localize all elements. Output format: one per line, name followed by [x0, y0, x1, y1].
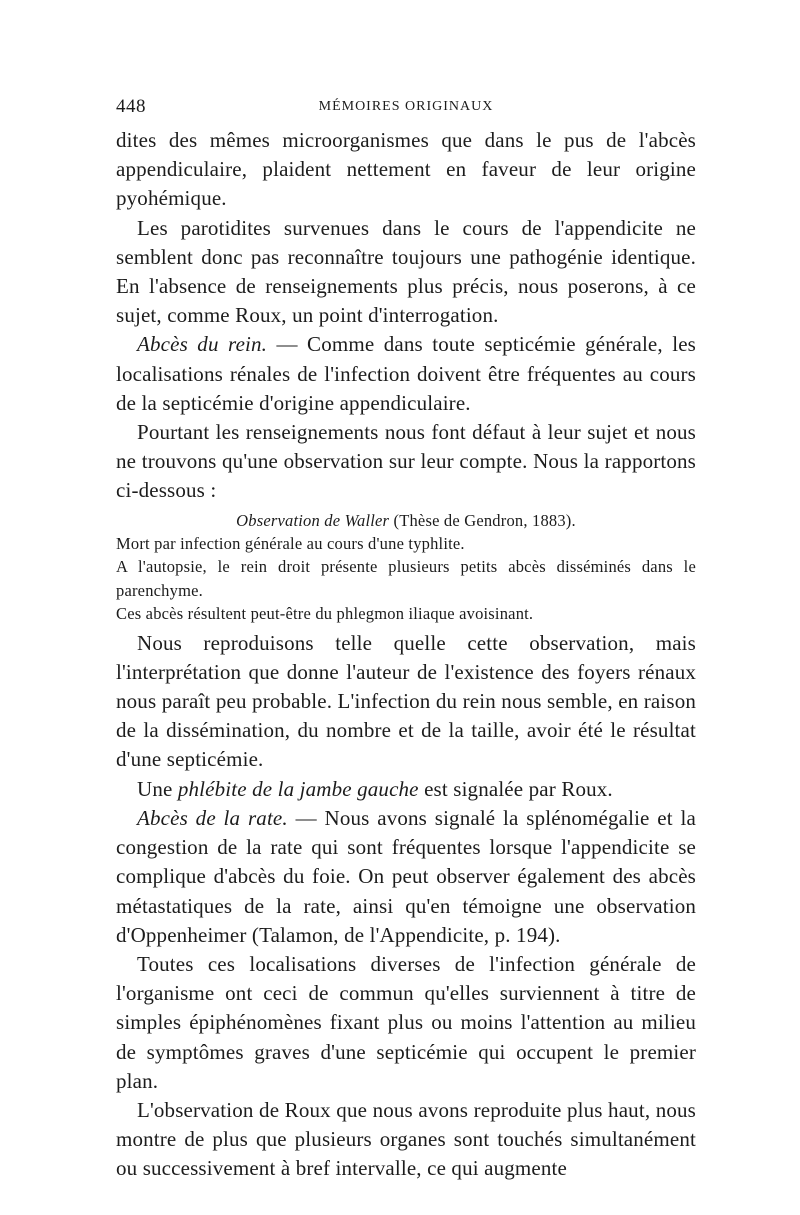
observation-line: Mort par infection générale au cours d'une typhlite.	[116, 534, 465, 554]
running-title: MÉMOIRES ORIGINAUX	[318, 99, 494, 114]
emphasis-phlebitis: phlébite de la jambe gauche	[177, 776, 419, 801]
page-number: 448	[116, 96, 146, 117]
paragraph-text: Une	[137, 776, 178, 801]
paragraph	[116, 804, 696, 950]
running-head	[116, 96, 696, 122]
section-heading-spleen: Abcès de la rate.	[137, 805, 288, 830]
paragraph	[116, 775, 696, 804]
paragraph: dites des mêmes microorganismes que dans le pus de l'abcès appendiculaire, plaident nettement en faveur de leur origine pyohémique.	[116, 128, 696, 211]
paragraph: Les parotidites survenues dans le cours de l'appendicite ne semblent donc pas reconnaître toujours une pathogénie identique. En l'absence de renseignements plus précis, nous poserons, à ce sujet, comme Roux, un point d'interrogation.	[116, 215, 696, 328]
paragraph: Toutes ces localisations diverses de l'infection générale de l'organisme ont ceci de commun qu'elles surviennent à titre de simples épiphénomènes fixant plus ou moins l'attention au milieu de symptômes graves d'une septicémie qui occupent le premier plan.	[116, 951, 696, 1093]
paragraph: Pourtant les renseignements nous font défaut à leur sujet et nous ne trouvons qu'une observation sur leur compte. Nous la rapportons ci-dessous :	[116, 420, 696, 503]
observation-title-italic: Observation de Waller	[236, 510, 390, 530]
paragraph: Nous reproduisons telle quelle cette observation, mais l'interprétation que donne l'auteur de l'existence des foyers rénaux nous paraît peu probable. L'infection du rein nous semble, en raison de la dissémination, du nombre et de la taille, avoir été le résultat d'une septicémie.	[116, 630, 696, 772]
paragraph-text: — Nous avons signalé la splénomégalie et la congestion de la rate qui sont fréquentes lorsque l'appendicite se complique d'abcès du foie. On peut observer également des abcès métastatiques de la rate, ainsi qu'en témoigne une observation d'Oppenheimer (Talamon, de l'Appendicite, p. 194).	[116, 805, 696, 947]
section-heading-kidney: Abcès du rein.	[137, 332, 268, 357]
paragraph	[116, 330, 696, 418]
observation-title-source: (Thèse de Gendron, 1883).	[389, 510, 576, 530]
observation-block	[116, 509, 696, 626]
observation-line: A l'autopsie, le rein droit présente plusieurs petits abcès disséminés dans le parenchyme.	[116, 557, 696, 600]
observation-line: Ces abcès résultent peut-être du phlegmon iliaque avoisinant.	[116, 604, 534, 624]
paragraph-text: est signalée par Roux.	[418, 776, 613, 801]
paragraph-text: — Comme dans toute septicémie générale, les localisations rénales de l'infection doivent être fréquentes au cours de la septicémie d'origine appendiculaire.	[116, 332, 696, 415]
observation-title	[116, 509, 696, 532]
body-text	[116, 126, 696, 1184]
paragraph: L'observation de Roux que nous avons reproduite plus haut, nous montre de plus que plusieurs organes sont touchés simultanément ou successivement à bref intervalle, ce qui augmente	[116, 1097, 696, 1181]
